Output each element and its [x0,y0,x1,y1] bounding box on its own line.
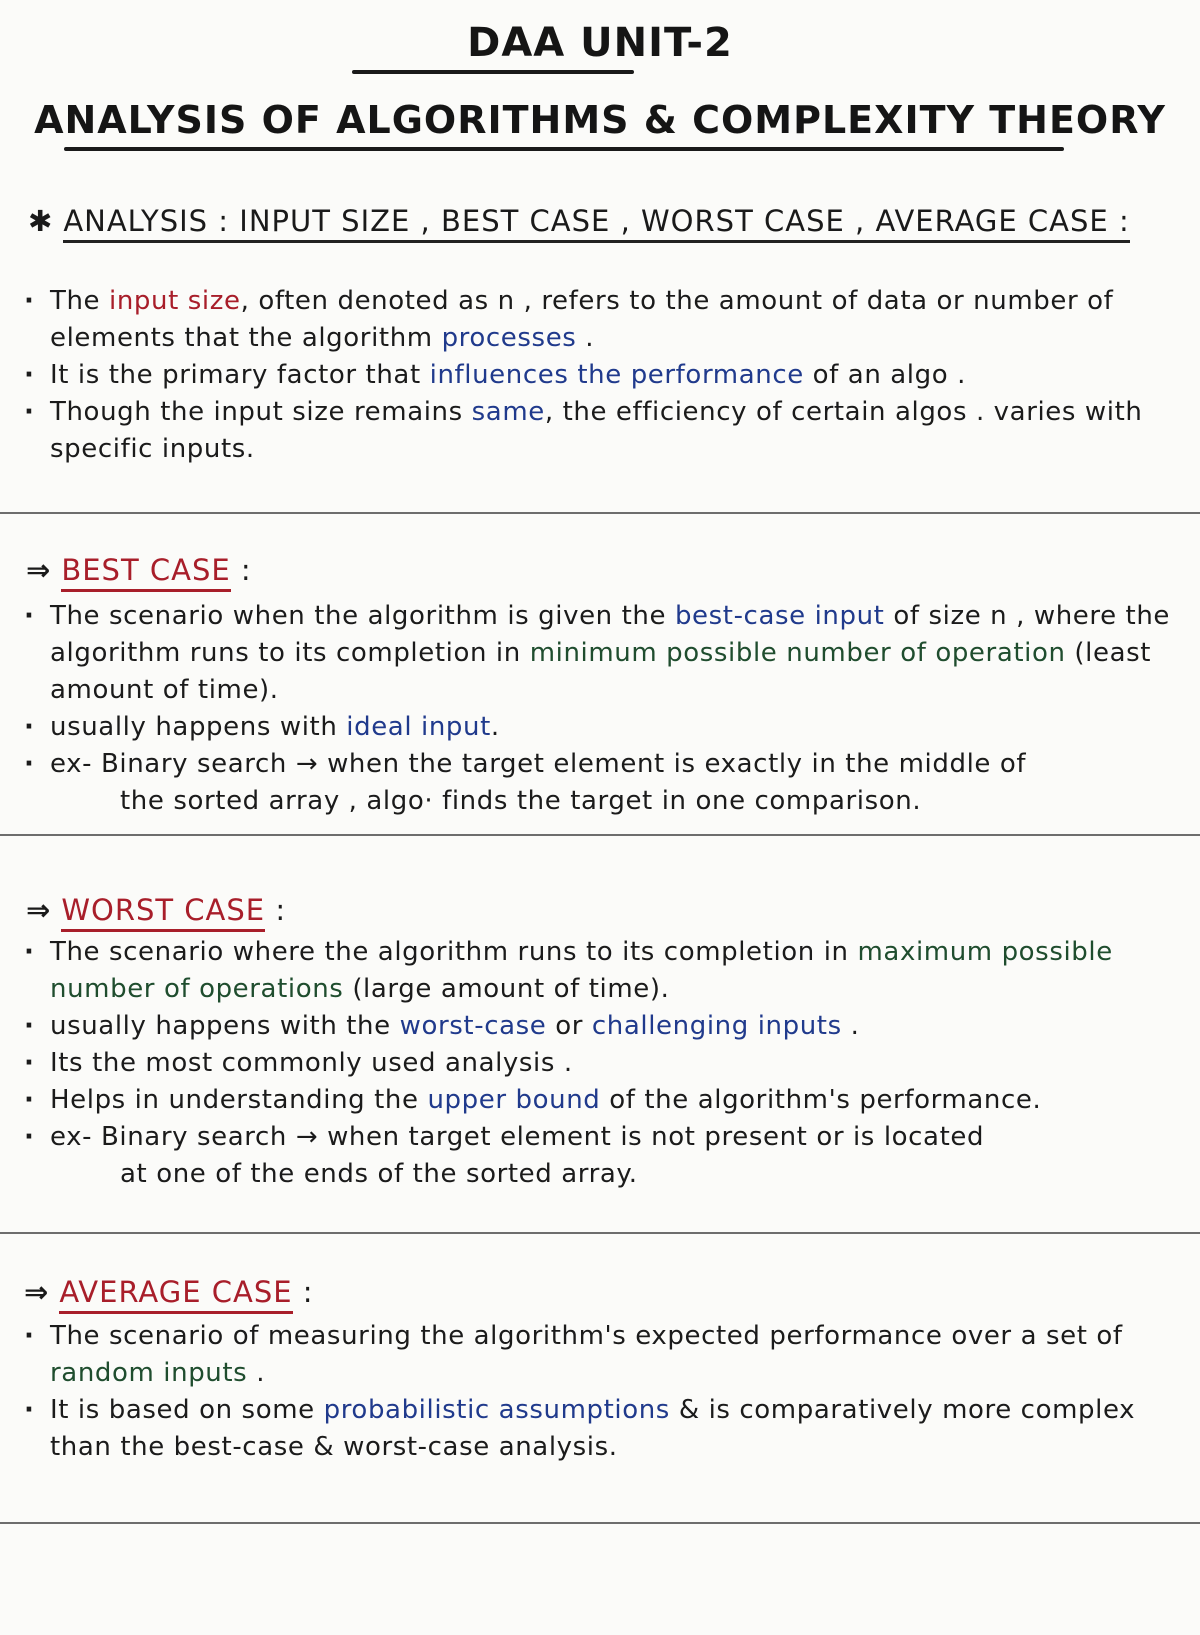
list-item: · It is based on some probabilistic assumptions & is comparatively more complex than the best-case & worst-case analysis. [22,1392,1172,1466]
list-item: · It is the primary factor that influences the performance of an algo . [22,357,1172,394]
best-case-heading: ⇒ BEST CASE : [26,553,252,587]
average-case-label: AVERAGE CASE [59,1275,292,1314]
list-item: · The scenario when the algorithm is given the best-case input of size n , where the algorithm runs to its completion in minimum possible number of operation (least amount of time). [22,598,1172,709]
list-item: · ex- Binary search → when the target element is exactly in the middle of the sorted array , algo· finds the target in one comparison. [22,746,1172,820]
subtitle-underline [64,147,1064,151]
analysis-list [22,283,1172,468]
page-subtitle: ANALYSIS OF ALGORITHMS & COMPLEXITY THEORY [34,98,1166,142]
page-title: DAA UNIT-2 [467,20,733,66]
worst-case-heading: ⇒ WORST CASE : [26,893,286,927]
list-item: · The scenario of measuring the algorithm's expected performance over a set of random inputs . [22,1318,1172,1392]
title-underline [352,70,634,74]
double-arrow-icon: ⇒ [24,1275,50,1309]
list-item: · usually happens with ideal input. [22,709,1172,746]
list-item: · The input size, often denoted as n , refers to the amount of data or number of elements that the algorithm processes . [22,283,1172,357]
list-item: · usually happens with the worst-case or challenging inputs . [22,1008,1172,1045]
section-divider [0,1522,1200,1524]
list-item: · ex- Binary search → when target element is not present or is located at one of the ends of the sorted array. [22,1119,1172,1193]
asterisk-icon: ✱ [28,204,54,238]
list-item: · Its the most commonly used analysis . [22,1045,1172,1082]
list-item: · Helps in understanding the upper bound of the algorithm's performance. [22,1082,1172,1119]
analysis-heading-text: ANALYSIS : INPUT SIZE , BEST CASE , WORST CASE , AVERAGE CASE : [63,204,1129,243]
worst-case-list [22,934,1172,1193]
worst-case-label: WORST CASE [61,893,265,932]
section-divider [0,512,1200,514]
analysis-heading [28,204,1130,238]
average-case-list [22,1318,1172,1466]
section-divider [0,834,1200,836]
list-item: · The scenario where the algorithm runs to its completion in maximum possible number of operations (large amount of time). [22,934,1172,1008]
double-arrow-icon: ⇒ [26,553,52,587]
list-item: · Though the input size remains same, the efficiency of certain algos . varies with specific inputs. [22,394,1172,468]
double-arrow-icon: ⇒ [26,893,52,927]
best-case-label: BEST CASE [61,553,230,592]
average-case-heading: ⇒ AVERAGE CASE : [24,1275,314,1309]
best-case-list [22,598,1172,820]
section-divider [0,1232,1200,1234]
